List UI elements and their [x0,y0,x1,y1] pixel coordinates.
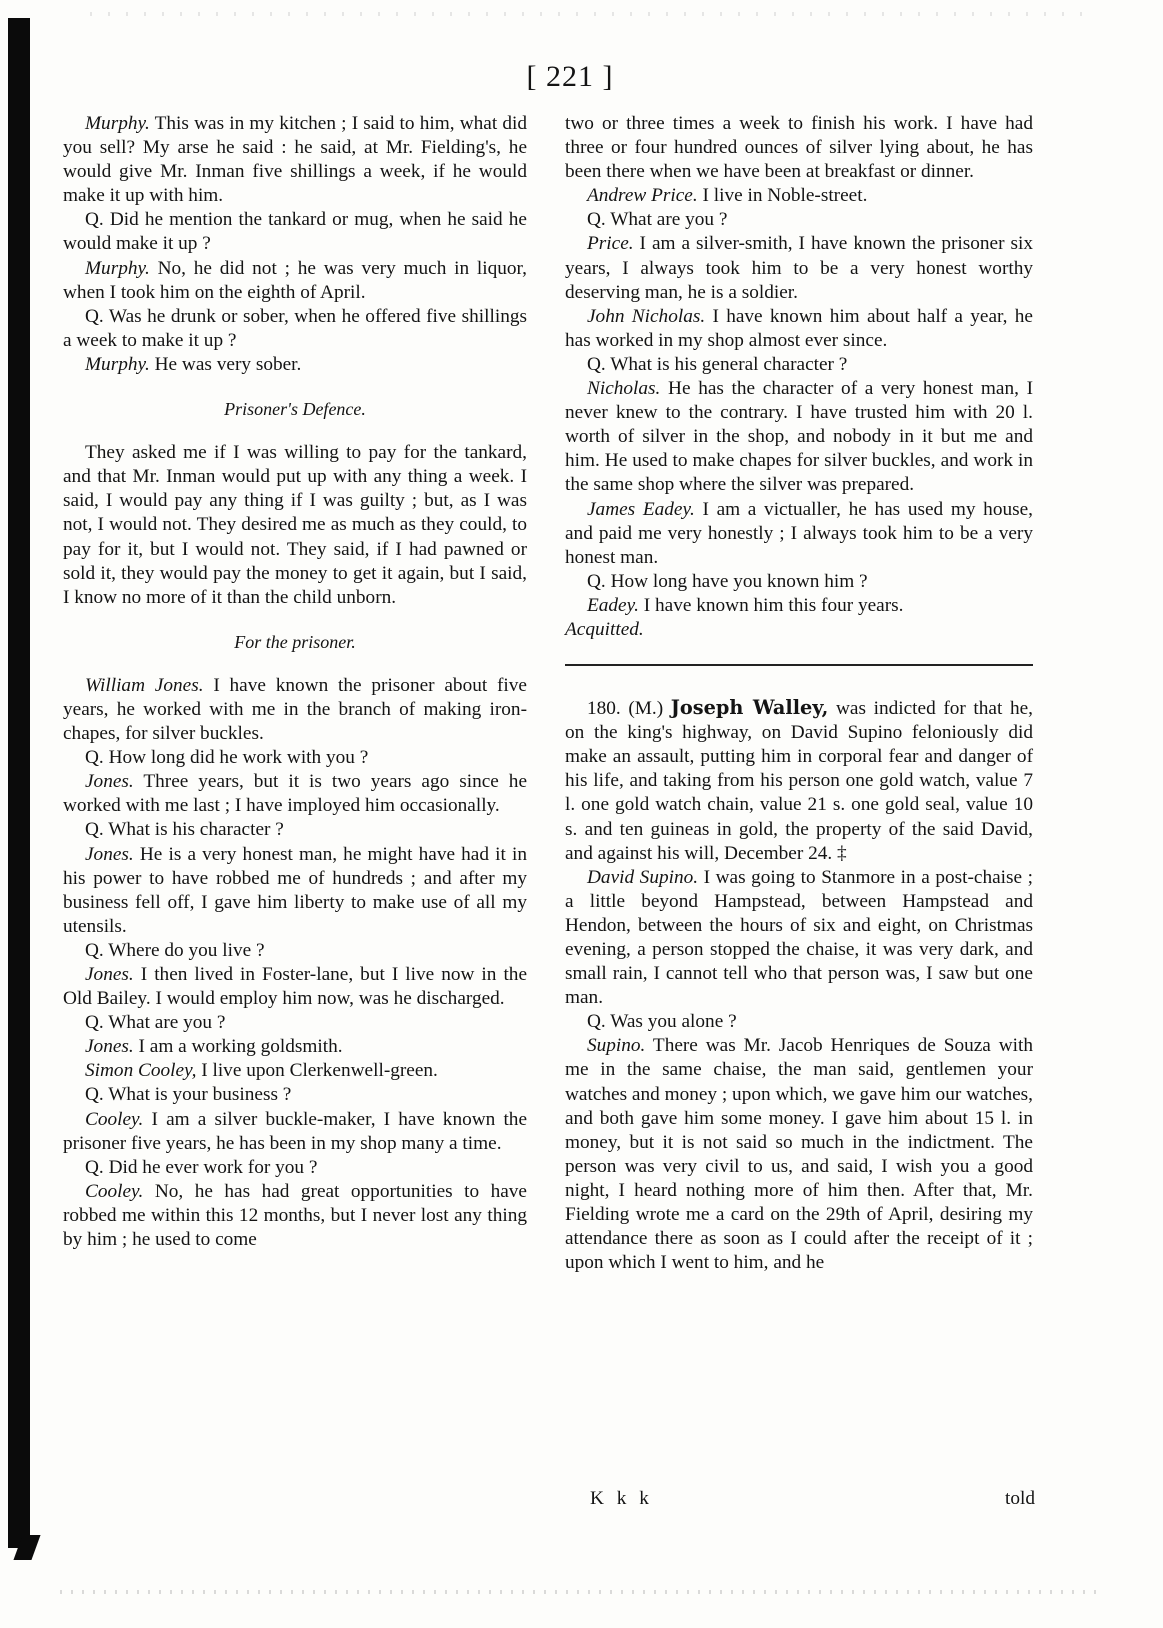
testimony-text: Q. Was he drunk or sober, when he offered five shillings a week to make it up ? [63,305,527,351]
indictment-text: was indicted for that he, on the king's highway, on David Supino feloniously did make an assault, putting him in corporal fear and danger of his life, and taking from his person one gold watch, value 7 l. one gold watch chain, value 21 s. one gold seal, value 10 s. and ten guineas in gold, the property of the said David, and against his will, December 24. ‡ [565,698,1033,864]
testimony-paragraph [63,208,527,256]
testimony-paragraph [63,843,527,939]
speaker-name: Eadey. [587,594,639,616]
testimony-text: I have known him about half a year, he has worked in my shop almost ever since. [565,305,1033,351]
testimony-text: Q. Where do you live ? [85,939,265,961]
testimony-text: He has the character of a very honest man, I never knew to the contrary. I have trusted him with 20 l. worth of silver in the shop, and nobody in it but me and him. He used to make chapes for silver buckles, and work in the same shop where the silver was prepared. [565,378,1033,496]
speaker-name: Cooley. [85,1108,144,1130]
testimony-text: There was Mr. Jacob Henriques de Souza with me in the same chaise, the man said, gentlemen your watches and money ; upon which, we gave him our watches, and both gave him some money. I gave him about 15 l. in money, but it is not said so much in the indictment. The person was very civil to us, and said, I wish you a good night, I heard nothing more of him then. After that, Mr. Fielding wrote me a card on the 29th of April, desiring my attendance there as soon as I could after the receipt of it ; upon which I went to him, and he [565,1035,1033,1274]
page-binding-edge [8,18,30,1548]
testimony-text: I am a victualler, he has used my house, and paid me very honestly ; I always took him to be a very honest man. [565,498,1033,568]
testimony-paragraph [63,305,527,353]
testimony-paragraph [63,257,527,305]
defence-text: They asked me if I was willing to pay for the tankard, and that Mr. Inman would put up with any thing a week. I said, I would pay any thing if I was guilty ; but, as I was not, I would not. They desired me as much as they could, to pay for it, but I would not. They said, if I had pawned or sold it, they would pay the money to get it again, but I said, I know no more of it than the child unborn. [63,442,527,608]
signature-mark: K k k [590,1488,653,1509]
scan-noise-bottom [60,1590,1100,1594]
page-number-header: [ 221 ] [526,60,614,93]
testimony-paragraph [63,112,527,208]
testimony-paragraph [63,746,527,770]
speaker-name: Nicholas. [587,378,661,400]
testimony-text: No, he did not ; he was very much in liquor, when I took him on the eighth of April. [63,257,527,303]
testimony-text: Q. How long have you known him ? [587,570,868,592]
testimony-paragraph [565,1010,1033,1034]
speaker-name: John Nicholas. [587,305,706,327]
speaker-name: Cooley. [85,1180,144,1202]
testimony-paragraph [565,353,1033,377]
testimony-text: Q. Did he mention the tankard or mug, when he said he would make it up ? [63,209,527,255]
testimony-text: Q. What are you ? [587,209,728,231]
catchword: told [1005,1488,1035,1509]
section-heading-defence: Prisoner's Defence. [224,399,366,420]
speaker-name: Murphy. [85,257,150,279]
testimony-paragraph [565,184,1033,208]
continuation-text: two or three times a week to finish his work. I have had three or four hundred ounces of silver lying about, he has been there when we have been at breakfast or dinner. [565,113,1033,183]
speaker-name: Jones. [85,771,134,793]
testimony-text: I am a silver-smith, I have known the prisoner six years, I always took him to be a very honest worthy deserving man, he is a soldier. [565,233,1033,303]
testimony-text: Q. How long did he work with you ? [85,747,369,769]
testimony-paragraph [565,305,1033,353]
left-column [63,112,527,1252]
testimony-text: Q. Did he ever work for you ? [85,1156,318,1178]
section-heading-for-prisoner: For the prisoner. [234,631,356,652]
testimony-text: I have known him this four years. [638,594,904,616]
testimony-paragraph [63,963,527,1011]
right-column [565,112,1033,1275]
speaker-name: Murphy. [85,113,150,134]
testimony-paragraph [63,1083,527,1107]
case-number: 180. (M.) [587,698,671,720]
testimony-paragraph [63,1059,527,1083]
testimony-text: I am a working goldsmith. [133,1036,343,1058]
testimony-paragraph [63,674,527,746]
testimony-text: He is a very honest man, he might have had it in his power to have robbed me of hundreds ; and after my business fell off, I gave him liberty to make use of all my utensils. [63,843,527,937]
testimony-paragraph [565,570,1033,594]
speaker-name: James Eadey. [587,498,695,520]
testimony-paragraph [565,208,1033,232]
testimony-paragraph [565,377,1033,497]
testimony-paragraph [63,1180,527,1252]
speaker-name: David Supino. [587,866,699,888]
testimony-paragraph [63,1156,527,1180]
speaker-name: Price. [587,233,634,255]
testimony-text: This was in my kitchen ; I said to him, what did you sell? My arse he said : he said, at Mr. Fielding's, he would give Mr. Inman five shillings a week, if he would make it up with him. [63,113,527,207]
speaker-name: Jones. [85,964,134,985]
case-indictment [565,696,1033,866]
testimony-text: I have known the prisoner about five years, he worked with me in the branch of making iron-chapes, for silver buckles. [63,674,527,745]
testimony-text: He was very sober. [149,353,302,375]
testimony-paragraph [63,353,527,377]
testimony-text: I was going to Stanmore in a post-chaise ; a little beyond Hampstead, between Hampstead and Hendon, between the hours of six and eight, on Christmas evening, a person stopped the chaise, it was very dark, and small rain, I cannot tell who that person was, I saw but one man. [565,866,1033,1009]
testimony-text: No, he has had great opportunities to have robbed me within this 12 months, but I never lost any thing by him ; he used to come [63,1180,527,1251]
case-divider-rule [565,664,1033,666]
speaker-name: Simon Cooley, [85,1060,197,1082]
testimony-text: I then lived in Foster-lane, but I live now in the Old Bailey. I would employ him now, was he discharged. [63,964,527,1010]
testimony-text: Q. What are you ? [85,1012,226,1034]
speaker-name: Murphy. [85,353,150,375]
testimony-text: Q. Was you alone ? [587,1011,737,1033]
testimony-paragraph [63,770,527,818]
testimony-paragraph [63,1011,527,1035]
testimony-paragraph [565,498,1033,570]
testimony-paragraph [63,1035,527,1059]
testimony-paragraph [63,1108,527,1156]
speaker-name: Jones. [85,1036,134,1058]
testimony-text: I live in Noble-street. [697,185,868,207]
testimony-paragraph [63,818,527,842]
speaker-name: William Jones. [85,674,204,696]
testimony-text: I live upon Clerkenwell-green. [196,1060,438,1082]
testimony-text: I am a silver buckle-maker, I have known the prisoner five years, he has been in my shop many a time. [63,1108,527,1154]
testimony-text: Q. What is your business ? [85,1084,292,1106]
testimony-paragraph [565,594,1033,618]
speaker-name: Supino. [587,1035,646,1057]
testimony-paragraph [565,1034,1033,1275]
testimony-paragraph [565,232,1033,304]
verdict: Acquitted. [565,618,644,640]
scan-noise-top [90,12,1090,16]
testimony-text: Q. What is his general character ? [587,353,848,375]
testimony-text: Q. What is his character ? [85,819,284,841]
testimony-paragraph [565,866,1033,1011]
testimony-paragraph [63,939,527,963]
testimony-text: Three years, but it is two years ago since he worked with me last ; I have imployed him occasionally. [63,771,527,817]
speaker-name: Jones. [85,843,134,865]
defendant-name: Joseph Walley, [670,696,829,720]
speaker-name: Andrew Price. [587,185,698,207]
